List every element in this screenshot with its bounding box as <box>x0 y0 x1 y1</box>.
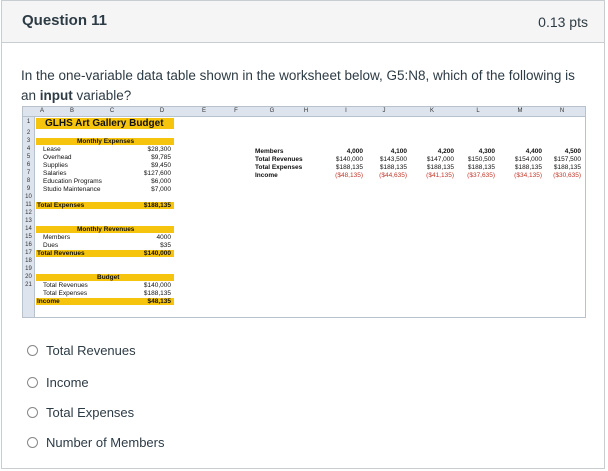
row-number: 4 <box>26 146 31 152</box>
row-number: 8 <box>26 178 31 184</box>
col-header: F <box>234 108 238 114</box>
row-number: 13 <box>25 218 32 224</box>
table-income: ($48,135) <box>335 172 363 179</box>
revenue-label: Dues <box>43 242 59 249</box>
table-revenue: $157,500 <box>553 156 581 163</box>
row-number: 6 <box>26 162 31 168</box>
expense-value: $127,600 <box>143 170 171 177</box>
table-income: ($44,635) <box>379 172 407 179</box>
expense-label: Salaries <box>43 170 67 177</box>
col-header: C <box>109 108 115 114</box>
expense-label: Overhead <box>43 154 72 161</box>
row-number: 2 <box>26 130 31 136</box>
budget-label: Total Expenses <box>43 290 88 297</box>
question-text-post: variable? <box>72 88 132 103</box>
radio-button[interactable] <box>27 407 38 418</box>
answer-option-number-of-members[interactable] <box>27 434 164 450</box>
income-value: $48,135 <box>147 298 171 305</box>
table-members: 4,100 <box>390 148 407 155</box>
question-header <box>2 1 604 43</box>
radio-button[interactable] <box>27 377 38 388</box>
col-header: M <box>517 108 523 114</box>
column-headers <box>23 107 585 117</box>
row-headers <box>23 117 35 317</box>
table-revenue: $154,000 <box>514 156 542 163</box>
expenses-header: Monthly Expenses <box>77 138 135 145</box>
row-number: 11 <box>25 202 32 208</box>
table-expense: $188,135 <box>514 164 542 171</box>
row-number: 1 <box>26 119 31 125</box>
row-number: 21 <box>25 282 32 288</box>
table-label: Total Expenses <box>255 164 303 171</box>
col-header: A <box>39 108 44 114</box>
worksheet-image <box>22 106 586 318</box>
revenue-label: Members <box>43 234 71 241</box>
row-number: 15 <box>25 234 32 240</box>
budget-label: Total Revenues <box>43 282 88 289</box>
option-label: Total Revenues <box>46 342 136 358</box>
table-income: ($30,635) <box>553 172 581 179</box>
expense-value: $9,450 <box>151 162 171 169</box>
col-header: B <box>69 108 74 114</box>
table-income: ($37,635) <box>467 172 495 179</box>
row-number: 20 <box>25 274 32 280</box>
table-members: 4,200 <box>437 148 454 155</box>
expense-value: $7,000 <box>151 186 171 193</box>
row-number: 19 <box>25 266 32 272</box>
row-number: 14 <box>25 226 32 232</box>
col-header: G <box>269 108 275 114</box>
budget-value: $140,000 <box>143 282 171 289</box>
col-header: H <box>303 108 309 114</box>
question-points: 0.13 pts <box>538 14 588 30</box>
total-revenues-value: $140,000 <box>143 250 171 257</box>
table-income: ($41,135) <box>426 172 454 179</box>
answer-option-income[interactable] <box>27 374 89 390</box>
question-text-bold: input <box>39 88 73 103</box>
col-header: J <box>382 108 386 114</box>
table-members: 4,300 <box>478 148 495 155</box>
row-number: 17 <box>25 250 32 256</box>
col-header: I <box>345 108 347 114</box>
total-expenses-value: $188,135 <box>143 202 171 209</box>
option-label: Income <box>46 374 89 390</box>
table-revenue: $147,000 <box>426 156 454 163</box>
expense-value: $6,000 <box>151 178 171 185</box>
expense-value: $28,300 <box>147 146 171 153</box>
total-expenses-label: Total Expenses <box>37 202 85 209</box>
question-text <box>21 66 581 106</box>
table-expense: $188,135 <box>379 164 407 171</box>
row-number: 16 <box>25 242 32 248</box>
expense-label: Lease <box>43 146 61 153</box>
sheet-title: GLHS Art Gallery Budget <box>45 118 164 129</box>
table-revenue: $140,000 <box>335 156 363 163</box>
revenue-value: 4000 <box>156 234 171 241</box>
question-title: Question 11 <box>22 12 108 29</box>
row-number: 9 <box>26 186 31 192</box>
row-number: 3 <box>26 138 31 144</box>
table-members: 4,000 <box>346 148 363 155</box>
revenues-header: Monthly Revenues <box>77 226 135 233</box>
row-number: 5 <box>26 154 31 160</box>
table-expense: $188,135 <box>426 164 454 171</box>
expense-label: Education Programs <box>43 178 102 185</box>
option-label: Total Expenses <box>46 404 135 420</box>
col-header: L <box>476 108 480 114</box>
answer-option-total-expenses[interactable] <box>27 404 134 420</box>
budget-value: $188,135 <box>143 290 171 297</box>
budget-header: Budget <box>97 274 120 281</box>
table-label: Income <box>255 172 278 179</box>
answer-option-total-revenues[interactable] <box>27 342 136 358</box>
expense-label: Supplies <box>43 162 68 169</box>
table-members: 4,500 <box>564 148 581 155</box>
revenue-value: $35 <box>160 242 171 249</box>
expense-label: Studio Maintenance <box>43 186 101 193</box>
col-header: D <box>159 108 165 114</box>
radio-button[interactable] <box>27 345 38 356</box>
radio-button[interactable] <box>27 437 38 448</box>
table-income: ($34,135) <box>514 172 542 179</box>
question-text-pre: In the one-variable data table shown in the worksheet below, G5:N8, which of the following is an <box>21 68 575 103</box>
total-revenues-label: Total Revenues <box>37 250 85 257</box>
table-revenue: $150,500 <box>467 156 495 163</box>
table-expense: $188,135 <box>467 164 495 171</box>
row-number: 12 <box>25 210 32 216</box>
income-label: Income <box>37 298 60 305</box>
table-revenue: $143,500 <box>379 156 407 163</box>
col-header: E <box>201 108 206 114</box>
table-label: Total Revenues <box>255 156 303 163</box>
table-label: Members <box>255 148 284 155</box>
table-members: 4,400 <box>525 148 542 155</box>
row-number: 7 <box>26 170 31 176</box>
table-expense: $188,135 <box>553 164 581 171</box>
expense-value: $9,785 <box>151 154 171 161</box>
row-number: 18 <box>25 258 32 264</box>
col-header: K <box>429 108 434 114</box>
table-expense: $188,135 <box>335 164 363 171</box>
row-number: 10 <box>25 194 32 200</box>
col-header: N <box>559 108 565 114</box>
option-label: Number of Members <box>46 434 165 450</box>
